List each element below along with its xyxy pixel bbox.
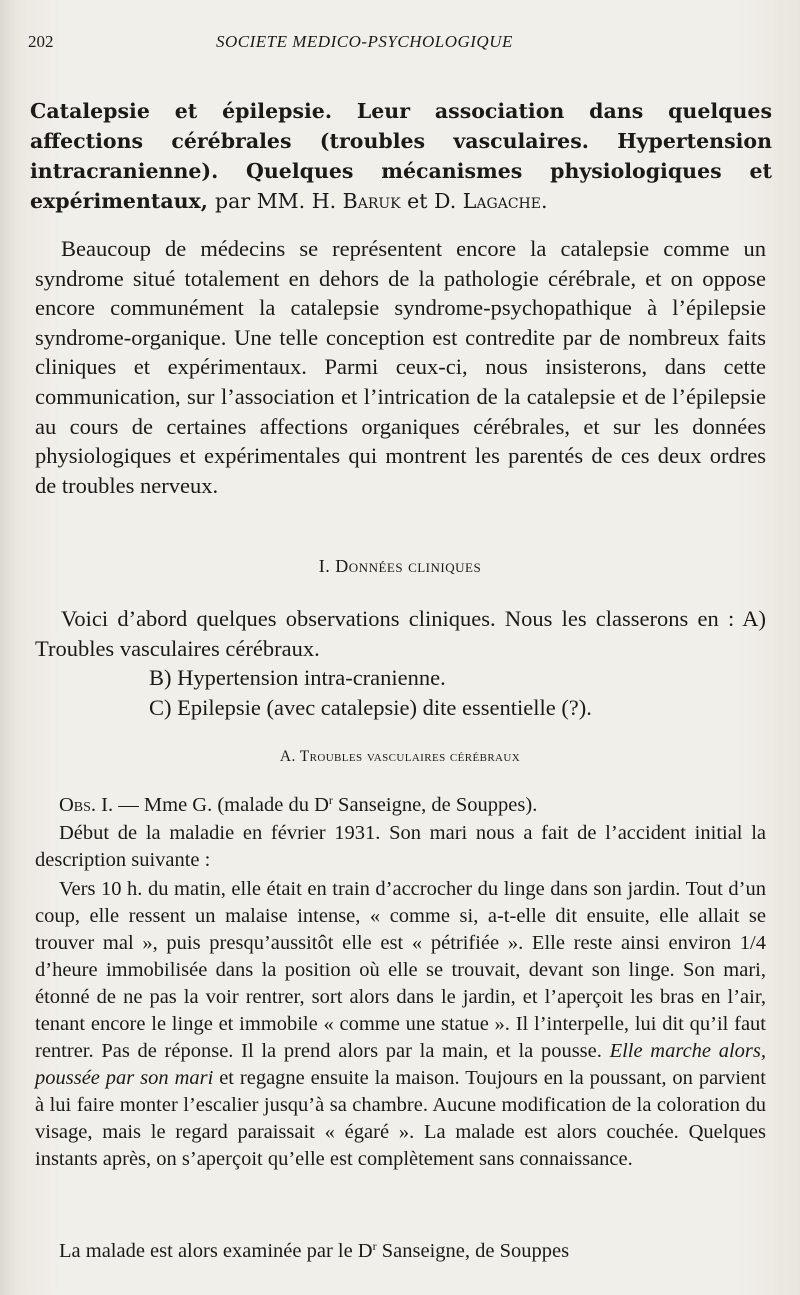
byline-prefix: par MM. H. <box>215 189 337 213</box>
author-lagache: Lagache <box>462 189 541 213</box>
observation-narrative <box>35 876 766 1173</box>
section-number: I. <box>318 556 331 576</box>
page-number: 202 <box>28 32 54 51</box>
observation-continuation <box>35 1238 766 1265</box>
observation-label: Obs. I. <box>59 794 114 816</box>
list-item-c: C) Epilepsie (avec catalepsie) dite essentielle (?). <box>149 694 592 720</box>
continuation-sup: r <box>372 1239 377 1253</box>
byline <box>215 189 547 213</box>
subsection-heading-vascular: A. Troubles vasculaires cérébraux <box>279 748 521 765</box>
section-title: Données cliniques <box>335 556 482 576</box>
narrative-part-2: et regagne ensuite la maison. Toujours en la poussant, on parvient à lui faire monter l’escalier jusqu’à sa chambre. Aucune modification de la coloration du visage, mais le regard paraissait « égaré ». La malade est alors couchée. Quelques instants après, on s’aperçoit qu’elle est complètement sans connaissance. <box>35 1067 766 1170</box>
list-item-b: B) Hypertension intra-cranienne. <box>149 665 446 691</box>
observation-header-sup: r <box>328 793 333 807</box>
continuation-text-2: Sanseigne, de Souppes <box>376 1240 570 1262</box>
classification-list <box>35 604 766 722</box>
article-title <box>30 96 772 216</box>
list-intro: Voici d’abord quelques observations cliniques. Nous les classerons en : A) Troubles vasculaires cérébraux. <box>35 606 766 661</box>
intro-paragraph: Beaucoup de médecins se représentent encore la catalepsie comme un syndrome situé totalement en dehors de la pathologie cérébrale, et on oppose encore communément la catalepsie syndrome-psychopathique à l’épilepsie syndrome-organique. Une telle conception est contredite par de nombreux faits cliniques et expérimentaux. Parmi ceux-ci, nous insisterons, dans cette communication, sur l’association et l’intrication de la catalepsie et de l’épilepsie au cours de certaines affections organiques cérébrales, et sur les données physiologiques et expérimentales qui montrent les parentés de ces deux ordres de troubles nerveux. <box>35 236 766 498</box>
page-header <box>28 30 768 54</box>
observation-header <box>35 792 766 819</box>
narrative-italic: Elle marche alors, poussée par son mari <box>35 1040 767 1089</box>
section-heading-clinical <box>0 556 800 577</box>
observation-onset: Début de la maladie en février 1931. Son mari nous a fait de l’accident initial la description suivante : <box>35 822 766 871</box>
observation-header-text-1: — Mme G. (malade du D <box>118 794 329 816</box>
continuation-text-1: La malade est alors examinée par le D <box>59 1240 373 1262</box>
author-baruk: Baruk <box>342 189 401 213</box>
article-title-text: Catalepsie et épilepsie. Leur association dans quelques affections cérébrales (troubles vasculaires. Hypertension intracranienne). Quelques mécanismes physiologiques et expérimentaux, <box>30 99 772 213</box>
observation-header-text-2: Sanseigne, de Souppes). <box>332 794 538 816</box>
running-head: SOCIETE MEDICO-PSYCHOLOGIQUE <box>216 32 513 51</box>
byline-end: . <box>540 189 548 213</box>
byline-and: et D. <box>407 189 457 213</box>
narrative-part-1: Vers 10 h. du matin, elle était en train d’accrocher du linge dans son jardin. Tout d’un coup, elle ressent un malaise intense, « comme si, a-t-elle dit ensuite, elle allait se trouver mal », puis presqu’aussitôt elle est « pétrifiée ». Elle reste ainsi environ 1/4 d’heure immobilisée dans la position où elle se trouvait, devant son linge. Son mari, étonné de ne pas la voir rentrer, sort alors dans le jardin, et l’aperçoit les bras en l’air, tenant encore le linge et immobile « comme une statue ». Il l’interpelle, lui dit qu’il faut rentrer. Pas de réponse. Il la prend alors par la main, et la pousse. <box>35 878 766 1062</box>
